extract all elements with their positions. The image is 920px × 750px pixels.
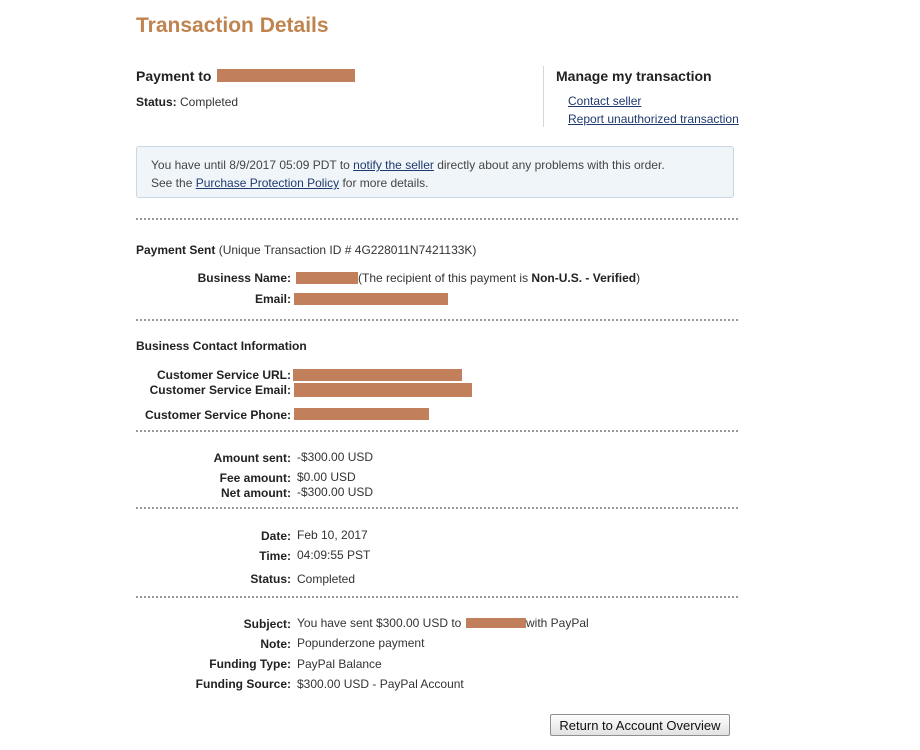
notify-seller-link[interactable]: notify the seller (353, 158, 434, 172)
funding-source-label: Funding Source: (195, 677, 291, 691)
separator-5 (136, 596, 738, 598)
notice-line1-suffix: directly about any problems with this order. (433, 158, 665, 172)
subject-suffix: with PayPal (526, 616, 589, 630)
notice-box (136, 146, 734, 198)
payment-status (136, 95, 238, 109)
funding-source-value: $300.00 USD - PayPal Account (297, 677, 464, 691)
return-to-overview-button[interactable]: Return to Account Overview (550, 714, 730, 736)
fee-amount-value: $0.00 USD (297, 470, 356, 484)
recipient-suffix: ) (636, 271, 641, 285)
amount-sent-value: -$300.00 USD (297, 450, 374, 464)
purchase-protection-link[interactable]: Purchase Protection Policy (195, 176, 340, 190)
contact-heading: Business Contact Information (136, 339, 307, 353)
subject-label: Subject: (243, 617, 291, 631)
notice-line-1 (151, 156, 719, 174)
separator-1 (136, 218, 738, 220)
cs-email-label: Customer Service Email: (149, 383, 291, 397)
date-value: Feb 10, 2017 (297, 528, 368, 542)
cs-phone-label: Customer Service Phone: (144, 408, 291, 422)
notice-line-2 (151, 174, 719, 192)
page-title: Transaction Details (136, 14, 329, 37)
email-redaction (294, 293, 448, 305)
net-amount-label: Net amount: (221, 486, 291, 500)
funding-type-value: PayPal Balance (297, 657, 382, 671)
note-label: Note: (260, 637, 291, 651)
payment-sent-label: Payment Sent (136, 243, 216, 257)
email-label: Email: (254, 292, 291, 306)
contact-seller-link[interactable]: Contact seller (568, 94, 642, 108)
funding-type-label: Funding Type: (209, 657, 291, 671)
recipient-prefix: (The recipient of this payment is (358, 271, 532, 285)
amount-sent-label: Amount sent: (213, 451, 291, 465)
date-label: Date: (260, 529, 291, 543)
separator-4 (136, 507, 738, 509)
cs-email-redaction (294, 383, 472, 397)
report-unauthorized-link[interactable]: Report unauthorized transaction (568, 112, 739, 126)
separator-3 (136, 430, 738, 432)
time-label: Time: (259, 549, 291, 563)
net-amount-value: -$300.00 USD (297, 485, 374, 499)
business-name-label: Business Name: (197, 271, 291, 285)
status-label: Status: (250, 572, 291, 586)
subject-prefix: You have sent $300.00 USD to (297, 616, 462, 630)
note-value: Popunderzone payment (297, 636, 425, 650)
fee-amount-label: Fee amount: (219, 471, 291, 485)
notice-line2-prefix: See the (151, 176, 196, 190)
cs-url-label: Customer Service URL: (156, 368, 291, 382)
payment-to-label: Payment to (136, 68, 212, 84)
payment-to-heading (136, 68, 211, 84)
notice-line1-prefix: You have until 8/9/2017 05:09 PDT to (151, 158, 354, 172)
separator-2 (136, 319, 738, 321)
payment-status-value: Completed (180, 95, 239, 109)
recipient-status: Non-U.S. - Verified (531, 271, 637, 285)
payment-status-label: Status: (136, 95, 177, 109)
status-value: Completed (297, 572, 356, 586)
cs-phone-redaction (294, 408, 429, 420)
cs-url-redaction (293, 369, 462, 381)
business-name-redaction (296, 272, 358, 284)
transaction-id: (Unique Transaction ID # 4G228011N7421133K) (218, 243, 477, 257)
notice-line2-suffix: for more details. (339, 176, 429, 190)
subject-recipient-redaction (466, 618, 526, 628)
section-divider-vertical (543, 66, 544, 127)
recipient-status-text (358, 271, 640, 285)
recipient-redaction (217, 69, 355, 82)
payment-sent-heading (136, 243, 476, 257)
time-value: 04:09:55 PST (297, 548, 371, 562)
manage-heading: Manage my transaction (556, 68, 712, 84)
